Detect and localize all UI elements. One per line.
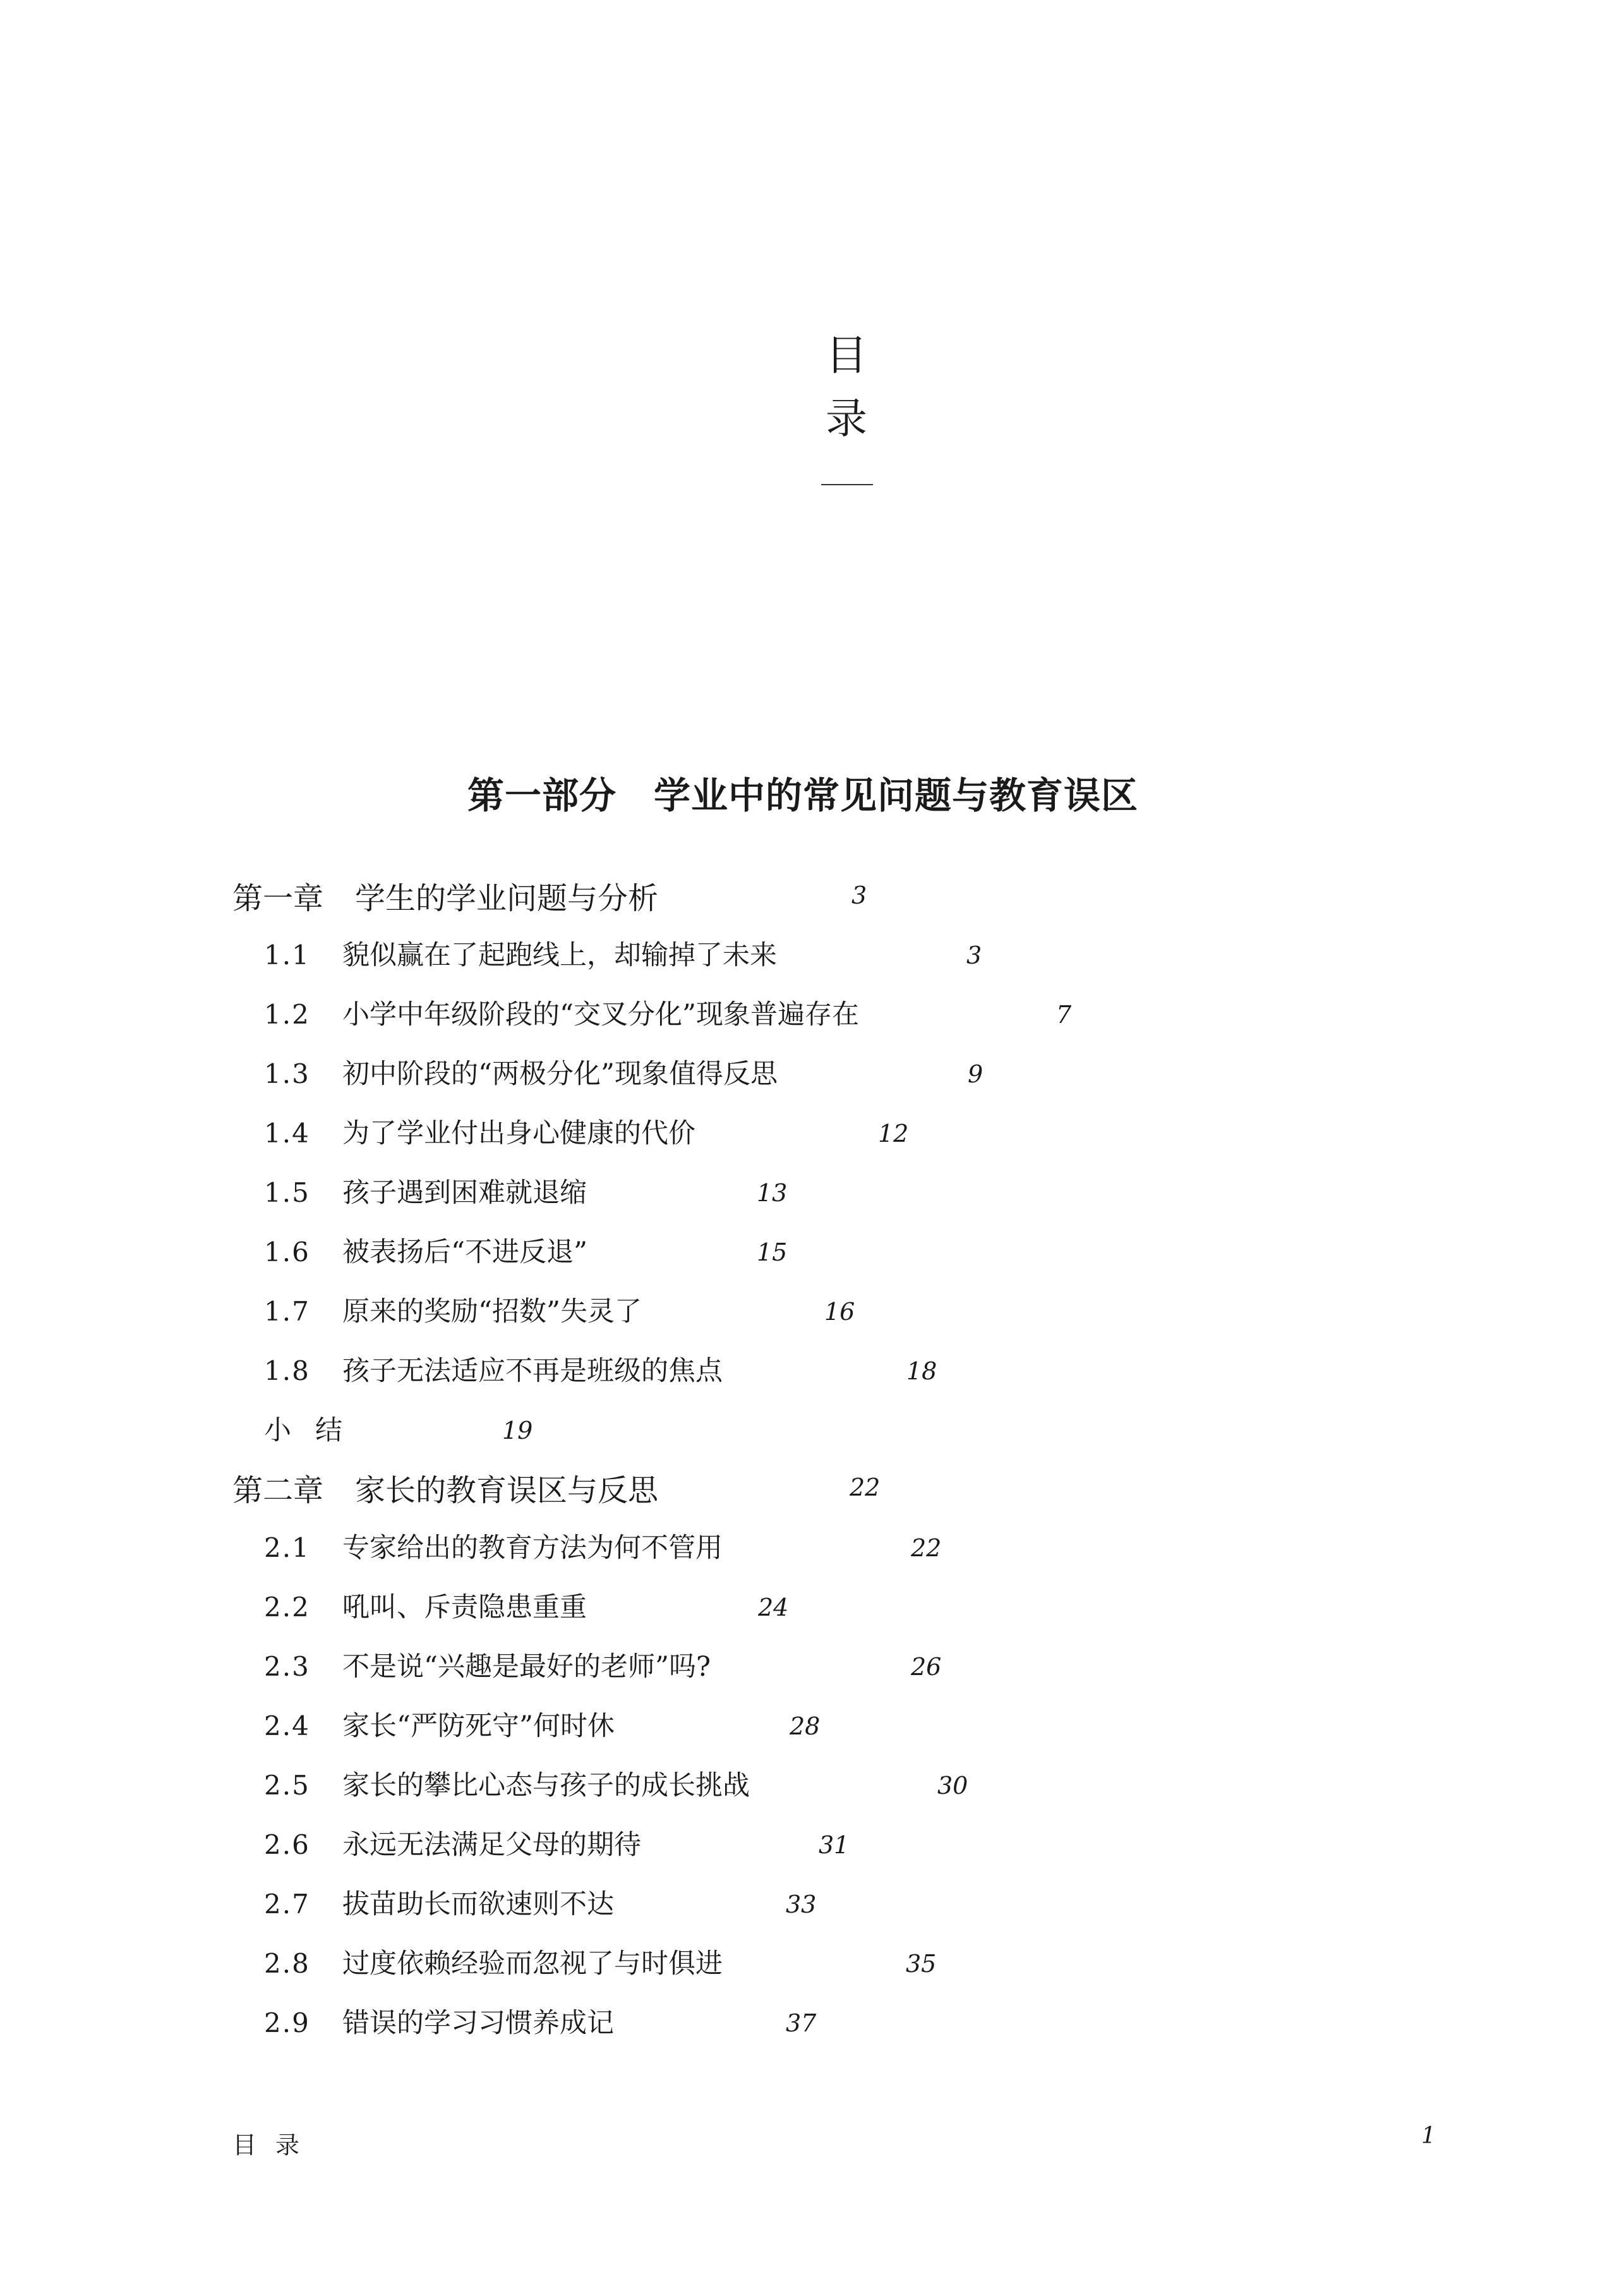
page-number: 18	[906, 1357, 937, 1385]
page-number: 3	[966, 941, 982, 969]
section-number: 2.9	[264, 2007, 310, 2038]
section-title: 永远无法满足父母的期待	[342, 1829, 641, 1861]
section-title: 家长“严防死守”何时休	[342, 1710, 615, 1742]
section-title: 孩子无法适应不再是班级的焦点	[342, 1355, 723, 1387]
section-number: 1.7	[264, 1296, 310, 1327]
section-title: 专家给出的教育方法为何不管用	[342, 1532, 723, 1564]
chapter-name: 学生的学业问题与分析	[355, 881, 659, 916]
page-number: 24	[758, 1594, 789, 1621]
part-heading: 第一部分 学业中的常见问题与教育误区	[467, 774, 1139, 817]
section-number: 2.3	[264, 1651, 310, 1682]
page-number: 22	[850, 1473, 881, 1501]
page-title-char-2: 录	[826, 394, 867, 443]
section-title: 吼叫、斥责隐患重重	[342, 1592, 587, 1623]
chapter-label: 第二章	[232, 1473, 324, 1508]
section-number: 2.5	[264, 1770, 310, 1801]
page-number: 22	[911, 1534, 942, 1562]
chapter-title	[232, 1466, 658, 1510]
section-number: 1.5	[264, 1177, 310, 1208]
page-number: 12	[878, 1120, 909, 1147]
section-number: 1.6	[264, 1237, 310, 1268]
section-number: 1.4	[264, 1118, 310, 1149]
section-title: 不是说“兴趣是最好的老师”吗?	[342, 1651, 711, 1683]
chapter-name: 家长的教育误区与反思	[355, 1473, 659, 1508]
page-number: 37	[786, 2009, 817, 2037]
section-number: 2.8	[264, 1948, 310, 1979]
section-number: 2.2	[264, 1592, 310, 1623]
title-divider	[821, 484, 873, 485]
section-number: 1.1	[264, 940, 310, 971]
page-number: 26	[911, 1653, 942, 1681]
page-number: 13	[757, 1179, 788, 1207]
page-number: 15	[757, 1238, 788, 1266]
section-title: 家长的攀比心态与孩子的成长挑战	[342, 1770, 750, 1801]
page-number: 16	[824, 1298, 855, 1326]
section-number: 2.6	[264, 1829, 310, 1860]
section-number: 1.8	[264, 1355, 310, 1386]
section-number: 1.2	[264, 999, 310, 1030]
footer-running-title: 目录	[232, 2131, 319, 2159]
page-number: 7	[1056, 1001, 1072, 1029]
section-title: 初中阶段的“两极分化”现象值得反思	[342, 1058, 778, 1090]
page-title-char-1: 目	[826, 331, 867, 380]
section-number: 2.4	[264, 1710, 310, 1741]
page-number: 31	[819, 1831, 850, 1859]
section-number: 1.3	[264, 1058, 310, 1089]
section-title: 貌似赢在了起跑线上，却输掉了未来	[342, 940, 777, 971]
section-title: 孩子遇到困难就退缩	[342, 1177, 587, 1209]
page-number: 3	[851, 881, 867, 909]
section-title: 拔苗助长而欲速则不达	[342, 1889, 614, 1920]
section-title: 小学中年级阶段的“交叉分化”现象普遍存在	[342, 999, 859, 1031]
section-number: 2.7	[264, 1889, 310, 1920]
summary-title: 小结	[264, 1415, 366, 1446]
page-number: 33	[786, 1891, 817, 1918]
section-title: 原来的奖励“招数”失灵了	[342, 1296, 642, 1328]
section-number: 2.1	[264, 1532, 310, 1563]
section-title: 错误的学习习惯养成记	[342, 2007, 614, 2039]
chapter-label: 第一章	[232, 881, 324, 916]
page-number: 30	[937, 1772, 968, 1800]
page-number: 28	[790, 1712, 821, 1740]
footer-page-number: 1	[1421, 2123, 1436, 2149]
section-title: 过度依赖经验而忽视了与时俱进	[342, 1948, 723, 1980]
page-number: 35	[906, 1950, 937, 1978]
section-title: 为了学业付出身心健康的代价	[342, 1118, 695, 1149]
chapter-title	[232, 874, 658, 917]
page-number: 9	[968, 1060, 983, 1088]
page-number: 19	[502, 1417, 533, 1444]
section-title: 被表扬后“不进反退”	[342, 1237, 587, 1268]
